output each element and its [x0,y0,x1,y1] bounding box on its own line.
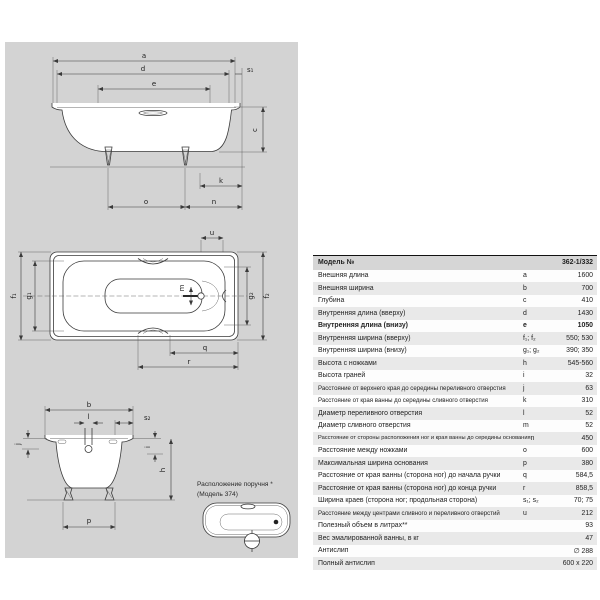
dim-label-p: p [86,517,92,525]
table-row [313,470,597,483]
row-letter: c [523,297,527,305]
row-letter: u [523,509,527,517]
table-row [313,382,597,395]
row-value: 52 [585,422,593,430]
row-letter: b [523,284,527,292]
row-label: Ширина краев (сторона ног; продольная сторона) [318,497,478,505]
row-label: Расстояние от верхнего края до середины переливного отверстия [318,384,506,392]
end-view-drawing [14,401,175,530]
row-label: Внешняя ширина [318,284,374,292]
row-label: Внутренняя длина (вверху) [318,309,406,317]
inset-drawing [197,481,290,552]
table-header-row [313,255,597,270]
row-value: 1600 [577,272,593,280]
table-row [313,332,597,345]
table-body [313,270,597,570]
row-letter: i [523,372,525,380]
row-value: 47 [585,534,593,542]
row-label: Высота граней [318,372,366,380]
row-letter: o [523,447,527,455]
row-value: 858,5 [575,484,593,492]
table-row-highlight [313,320,597,333]
row-letter: m [523,422,529,430]
row-letter: q [523,472,527,480]
table-row [313,345,597,358]
row-value: 600 [581,447,593,455]
row-value: ∅ 288 [573,547,593,555]
row-letter: a [523,272,527,280]
row-letter: s₁; s₂ [523,497,539,505]
dim-label-m: m [178,284,186,292]
table-row [313,307,597,320]
row-value: 700 [581,284,593,292]
row-label: Высота с ножками [318,359,377,367]
row-value: 63 [585,384,593,392]
row-label: Диаметр переливного отверстия [318,409,423,417]
inset-caption-line2: (Модель 374) [197,491,238,498]
row-letter: l [523,409,525,417]
dim-label-s2: s₂ [144,414,151,422]
technical-drawings [5,42,298,558]
row-letter: j [523,384,525,392]
dim-label-s1: s₁ [247,66,254,74]
dim-label-e: e [151,80,157,88]
row-value: 545-560 [567,359,593,367]
row-value: 450 [581,434,593,442]
row-value: 70; 75 [573,497,593,505]
table-row [313,482,597,495]
dim-label-f1: f₁ [10,293,18,299]
row-value: 584,5 [575,472,593,480]
tub-feet-end [64,488,114,500]
table-row [313,520,597,533]
table-row [313,270,597,283]
row-letter: f₁; f₂ [523,334,536,342]
row-label: Расстояние между центрами сливного и переливного отверстий [318,509,500,517]
dim-label-j: j [14,443,22,445]
table-row [313,507,597,520]
drawings-panel [5,42,298,558]
row-value: 600 x 220 [562,559,593,567]
row-value: 32 [585,372,593,380]
grip-top [241,504,255,509]
row-label: Расстояние от стороны расположения ног и края ванны до середины основания [318,435,531,442]
row-label: Внутренняя длина (внизу) [318,322,408,330]
row-label: Полный антислип [318,559,375,567]
dim-label-c: c [251,128,259,132]
row-label: Внутренняя ширина (вверху) [318,334,411,342]
side-view-drawing [50,52,267,210]
row-label: Максимальная ширина основания [318,459,428,467]
dim-label-k: k [218,177,224,185]
row-label: Вес эмалированной ванны, в кг [318,534,419,542]
top-view-drawing [10,229,271,370]
table-row [313,495,597,508]
dim-label-l: l [87,413,90,421]
row-value: 550; 530 [566,334,593,342]
row-label: Расстояние от края ванны (сторона ног) до конца ручки [318,484,497,492]
row-label: Полезный объем в литрах** [318,522,408,530]
model-label: Модель № [318,259,355,267]
table-row [313,357,597,370]
row-label: Внутренняя ширина (внизу) [318,347,407,355]
row-letter: e [523,322,527,330]
row-label: Внешняя длина [318,272,369,280]
dim-label-n: n [211,198,217,206]
grip-dot [274,520,279,525]
row-value: 93 [585,522,593,530]
dim-label-d: d [140,65,146,73]
table-row [313,457,597,470]
table-row [313,282,597,295]
table-row [313,445,597,458]
dim-label-g2: g₂ [247,292,255,300]
dim-label-f2: f₂ [263,293,271,299]
table-row [313,370,597,383]
row-letter: d [523,309,527,317]
model-number: 362-1/332 [561,259,593,267]
row-letter: k [523,397,527,405]
dim-label-u: u [209,229,215,237]
row-letter: n [530,434,535,442]
dim-label-q: q [202,344,208,352]
table-row [313,420,597,433]
table-row [313,295,597,308]
row-value: 52 [585,409,593,417]
table-row [313,545,597,558]
row-label: Диаметр сливного отверстия [318,422,411,430]
table-row [313,395,597,408]
dim-label-i: i [144,446,152,448]
row-label: Расстояние от края ванны до середины сливного отверстия [318,397,488,405]
row-label: Антислип [318,547,349,555]
row-value: 390; 350 [566,347,593,355]
table-row [313,557,597,570]
dimension-table [313,255,597,570]
row-value: 1430 [577,309,593,317]
overflow-hole [85,446,92,453]
row-letter: h [523,359,527,367]
row-value: 212 [581,509,593,517]
dim-label-a: a [141,52,147,60]
row-letter: g₁; g₂ [523,347,540,355]
row-label: Глубина [318,297,345,305]
row-value: 310 [581,397,593,405]
row-value: 1050 [577,322,593,330]
row-letter: r [523,484,526,492]
dim-label-g1: g₁ [25,292,33,300]
dim-label-b: b [86,401,92,409]
inset-caption-line1: Расположение поручня * [197,481,273,488]
table-row [313,532,597,545]
dim-label-r: r [187,358,191,366]
row-letter: p [523,459,527,467]
dim-label-h: h [159,467,167,473]
row-value: 410 [581,297,593,305]
row-value: 380 [581,459,593,467]
table-row [313,407,597,420]
row-label: Расстояние от края ванны (сторона ног) до начала ручки [318,472,501,480]
row-label: Расстояние между ножками [318,447,408,455]
drain-hole [198,293,204,299]
table-row [313,432,597,445]
dim-label-o: o [143,198,149,206]
